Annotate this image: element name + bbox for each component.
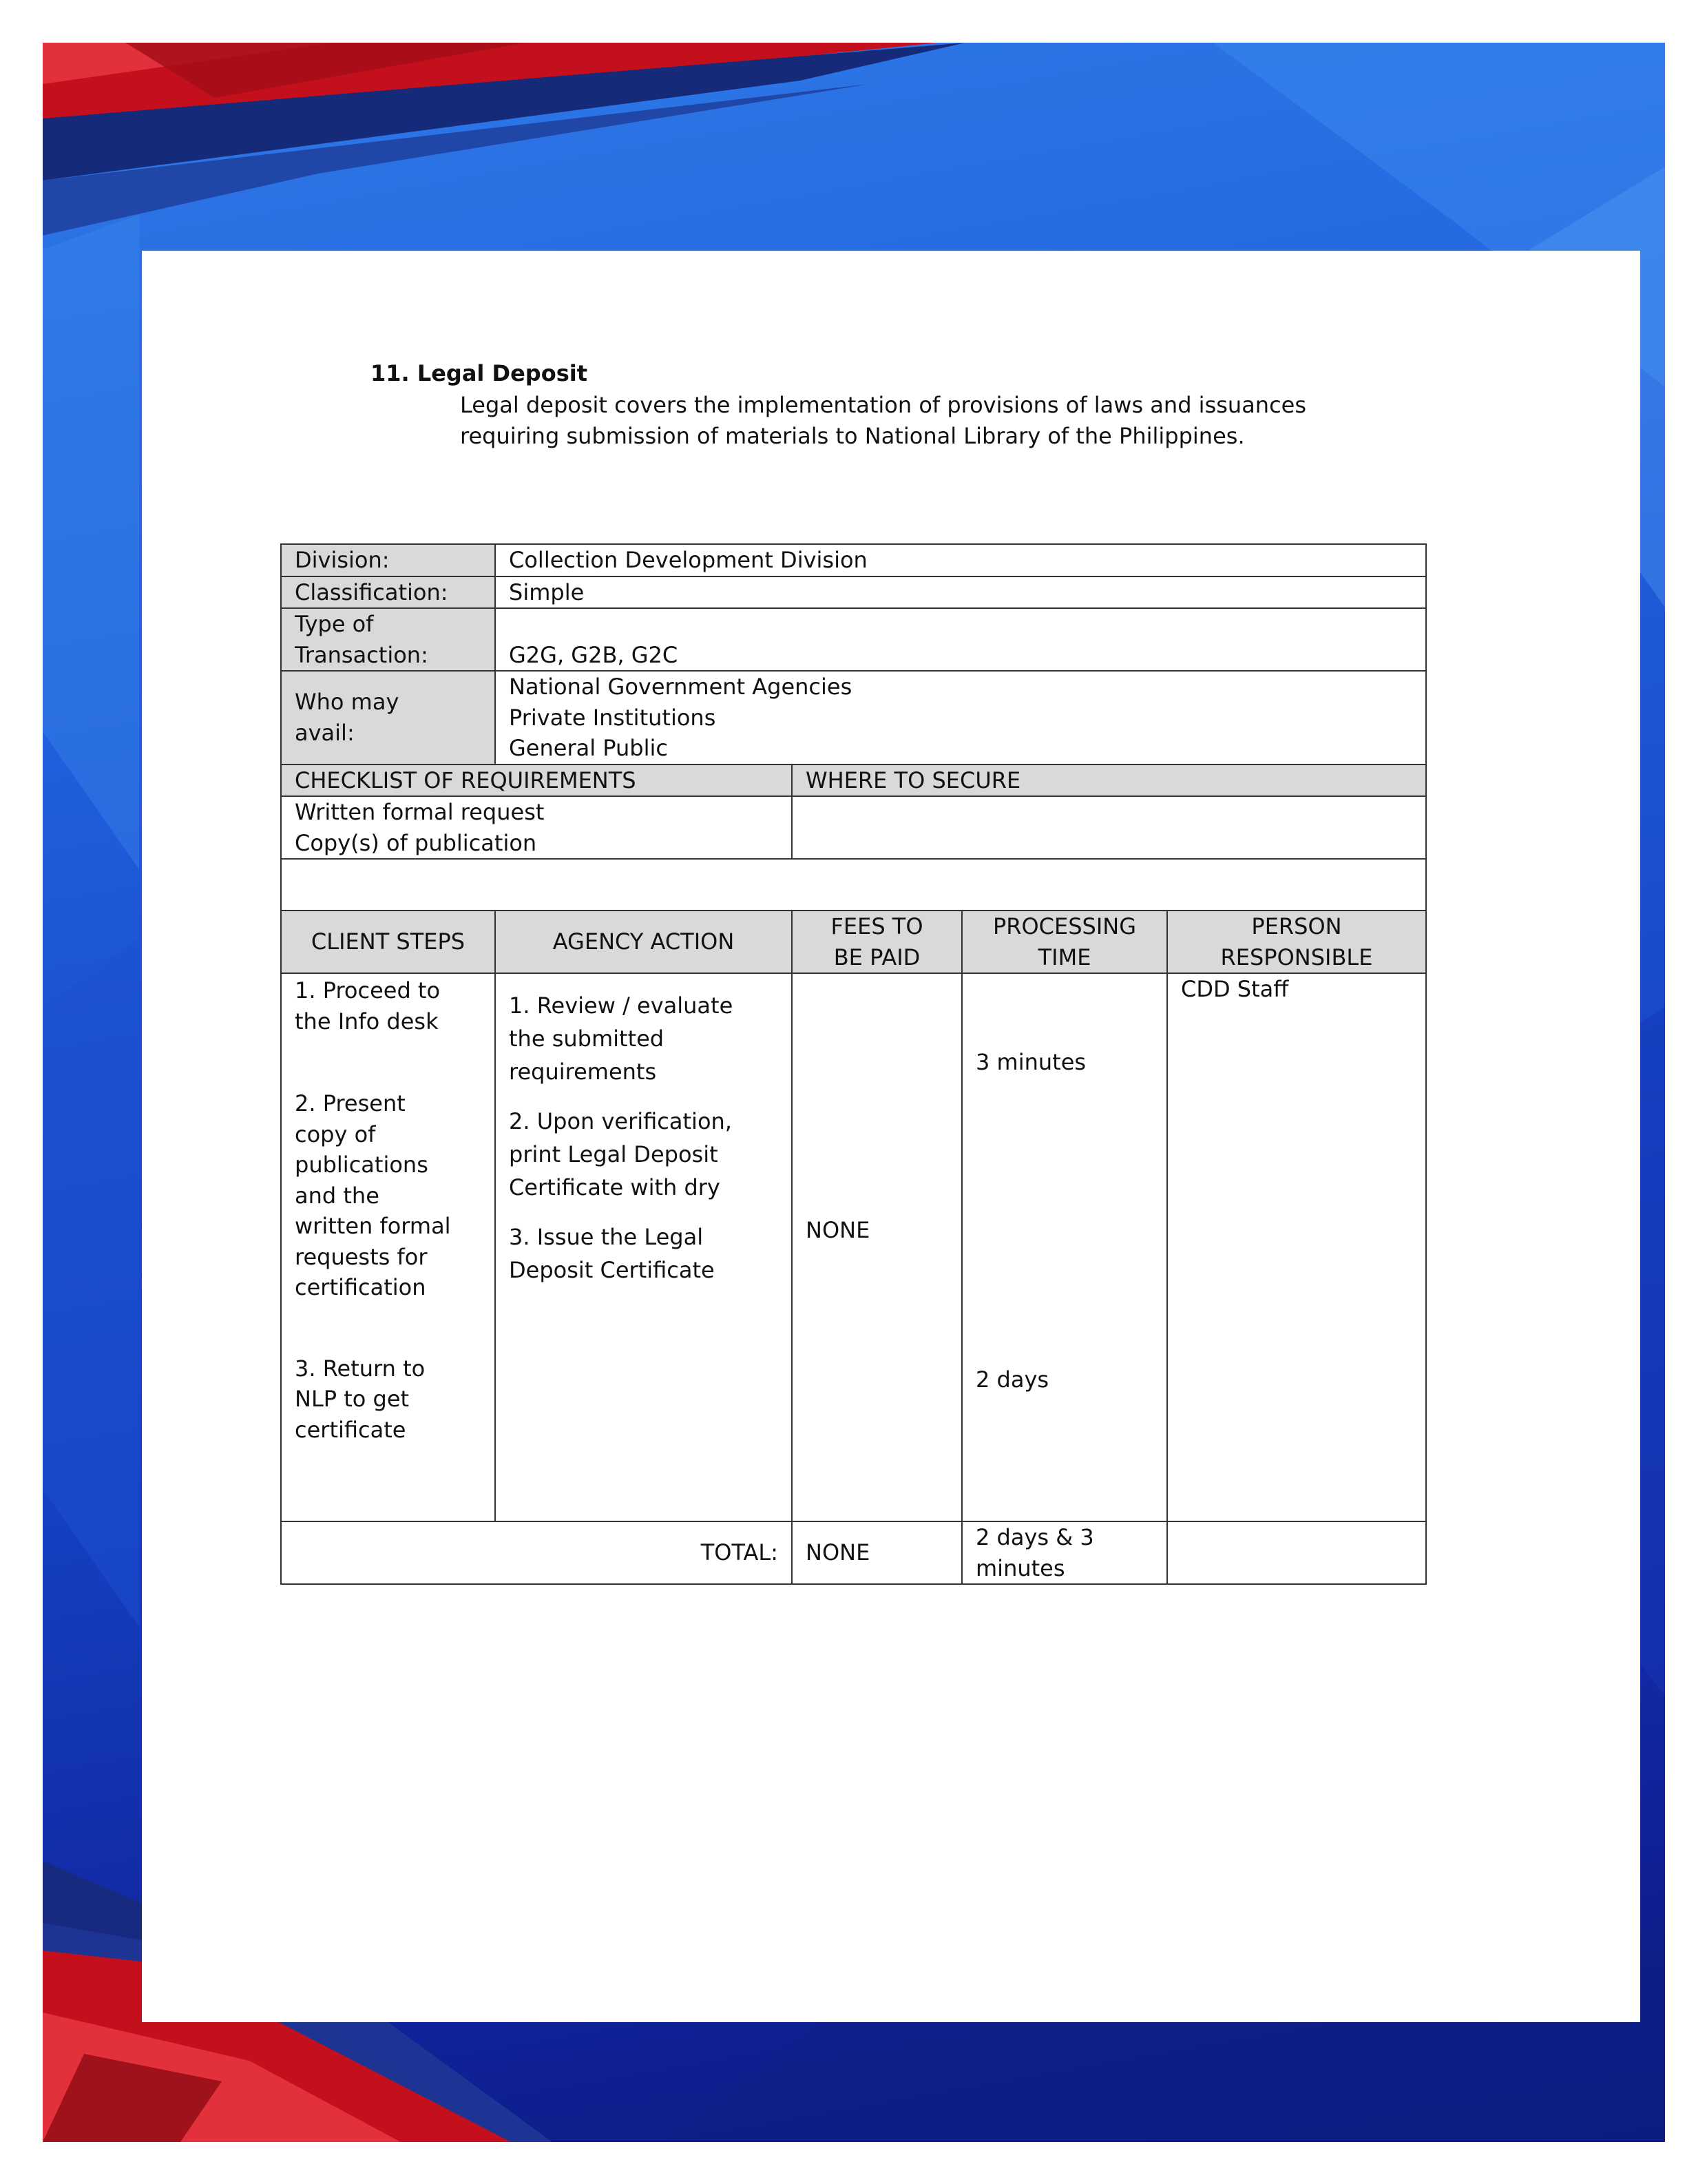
- processing-time-step-1: 3 minutes: [976, 1049, 1087, 1075]
- agency-action-line: requirements: [509, 1059, 657, 1085]
- transaction-label: [281, 608, 495, 671]
- steps-body-row: [281, 973, 1426, 1521]
- agency-action-line: 2. Upon verification,: [509, 1108, 732, 1134]
- who-may-avail-value: [495, 671, 1426, 765]
- client-step-line: 2. Present: [295, 1090, 406, 1116]
- client-step-line: the Info desk: [295, 1008, 439, 1034]
- person-responsible-header: [1167, 911, 1426, 973]
- division-row: [281, 544, 1426, 576]
- spacer-row: [281, 859, 1426, 911]
- client-step-line: 1. Proceed to: [295, 977, 441, 1003]
- section-title: 11. Legal Deposit: [370, 360, 587, 386]
- total-fees: NONE: [792, 1521, 962, 1584]
- agency-action-line: Certificate with dry: [509, 1174, 720, 1200]
- total-time-line: 2 days & 3: [976, 1524, 1094, 1550]
- agency-action-3: [509, 1220, 778, 1287]
- where-to-secure-header: WHERE TO SECURE: [792, 765, 1426, 797]
- who-value-item: National Government Agencies: [509, 674, 852, 700]
- agency-action-line: 1. Review / evaluate: [509, 992, 733, 1019]
- transaction-value: G2G, G2B, G2C: [495, 608, 1426, 671]
- who-value-item: Private Institutions: [509, 704, 716, 731]
- person-responsible-value: CDD Staff: [1181, 976, 1289, 1002]
- agency-action-1: [509, 989, 778, 1088]
- spacer-cell: [281, 859, 1426, 911]
- agency-action-cell: [495, 973, 792, 1521]
- agency-action-2: [509, 1105, 778, 1204]
- checklist-item: Copy(s) of publication: [295, 829, 537, 856]
- client-step-line: copy of: [295, 1121, 376, 1147]
- checklist-items: [281, 796, 792, 859]
- client-step-line: publications: [295, 1152, 428, 1178]
- who-label-line: avail:: [295, 719, 355, 746]
- client-step-1: [295, 975, 481, 1037]
- fees-header-line: FEES TO: [830, 913, 923, 939]
- person-header-line: RESPONSIBLE: [1220, 944, 1373, 970]
- where-to-secure-value: [792, 796, 1426, 859]
- transaction-label-line: Transaction:: [295, 641, 428, 668]
- person-header-line: PERSON: [1251, 913, 1342, 939]
- checklist-row: [281, 796, 1426, 859]
- division-label: Division:: [281, 544, 495, 576]
- agency-action-header: AGENCY ACTION: [495, 911, 792, 973]
- total-time: [962, 1521, 1167, 1584]
- client-steps-cell: [281, 973, 495, 1521]
- checklist-header: CHECKLIST OF REQUIREMENTS: [281, 765, 792, 797]
- citizens-charter-table: [280, 543, 1427, 1585]
- time-header-line: PROCESSING: [992, 913, 1137, 939]
- steps-header-row: [281, 911, 1426, 973]
- client-step-line: certificate: [295, 1416, 406, 1443]
- client-step-2: [295, 1088, 481, 1303]
- client-step-line: certification: [295, 1274, 426, 1300]
- classification-value: Simple: [495, 576, 1426, 609]
- agency-action-line: Deposit Certificate: [509, 1257, 715, 1283]
- who-may-avail-row: [281, 671, 1426, 765]
- fees-header-line: BE PAID: [833, 944, 921, 970]
- total-time-line: minutes: [976, 1554, 1065, 1581]
- checklist-item: Written formal request: [295, 799, 545, 825]
- transaction-label-line: Type of: [295, 611, 374, 637]
- time-header-line: TIME: [1038, 944, 1091, 970]
- total-label: TOTAL:: [281, 1521, 792, 1584]
- who-value-item: General Public: [509, 735, 668, 761]
- who-label-line: Who may: [295, 689, 399, 716]
- fees-value: NONE: [806, 1216, 870, 1243]
- total-row: [281, 1521, 1426, 1584]
- classification-label: Classification:: [281, 576, 495, 609]
- division-value: Collection Development Division: [495, 544, 1426, 576]
- checklist-header-row: [281, 765, 1426, 797]
- transaction-row: [281, 608, 1426, 671]
- agency-action-line: print Legal Deposit: [509, 1141, 718, 1167]
- person-responsible-cell: [1167, 973, 1426, 1521]
- client-steps-header: CLIENT STEPS: [281, 911, 495, 973]
- client-step-3: [295, 1353, 481, 1446]
- agency-action-line: the submitted: [509, 1026, 664, 1052]
- classification-row: [281, 576, 1426, 609]
- total-person: [1167, 1521, 1426, 1584]
- who-may-avail-label: [281, 671, 495, 765]
- processing-time-header: [962, 911, 1167, 973]
- agency-action-line: 3. Issue the Legal: [509, 1224, 704, 1250]
- processing-time-step-3: 2 days: [976, 1366, 1049, 1393]
- processing-time-cell: [962, 973, 1167, 1521]
- client-step-line: 3. Return to: [295, 1355, 426, 1382]
- section-description: Legal deposit covers the implementation of provisions of laws and issuances requiring submission of materials to National Library of the Philippines.: [460, 392, 1307, 449]
- fees-cell: [792, 973, 962, 1521]
- client-step-line: requests for: [295, 1243, 428, 1270]
- fees-header: [792, 911, 962, 973]
- client-step-line: written formal: [295, 1213, 451, 1239]
- client-step-line: and the: [295, 1182, 379, 1209]
- client-step-line: NLP to get: [295, 1386, 410, 1412]
